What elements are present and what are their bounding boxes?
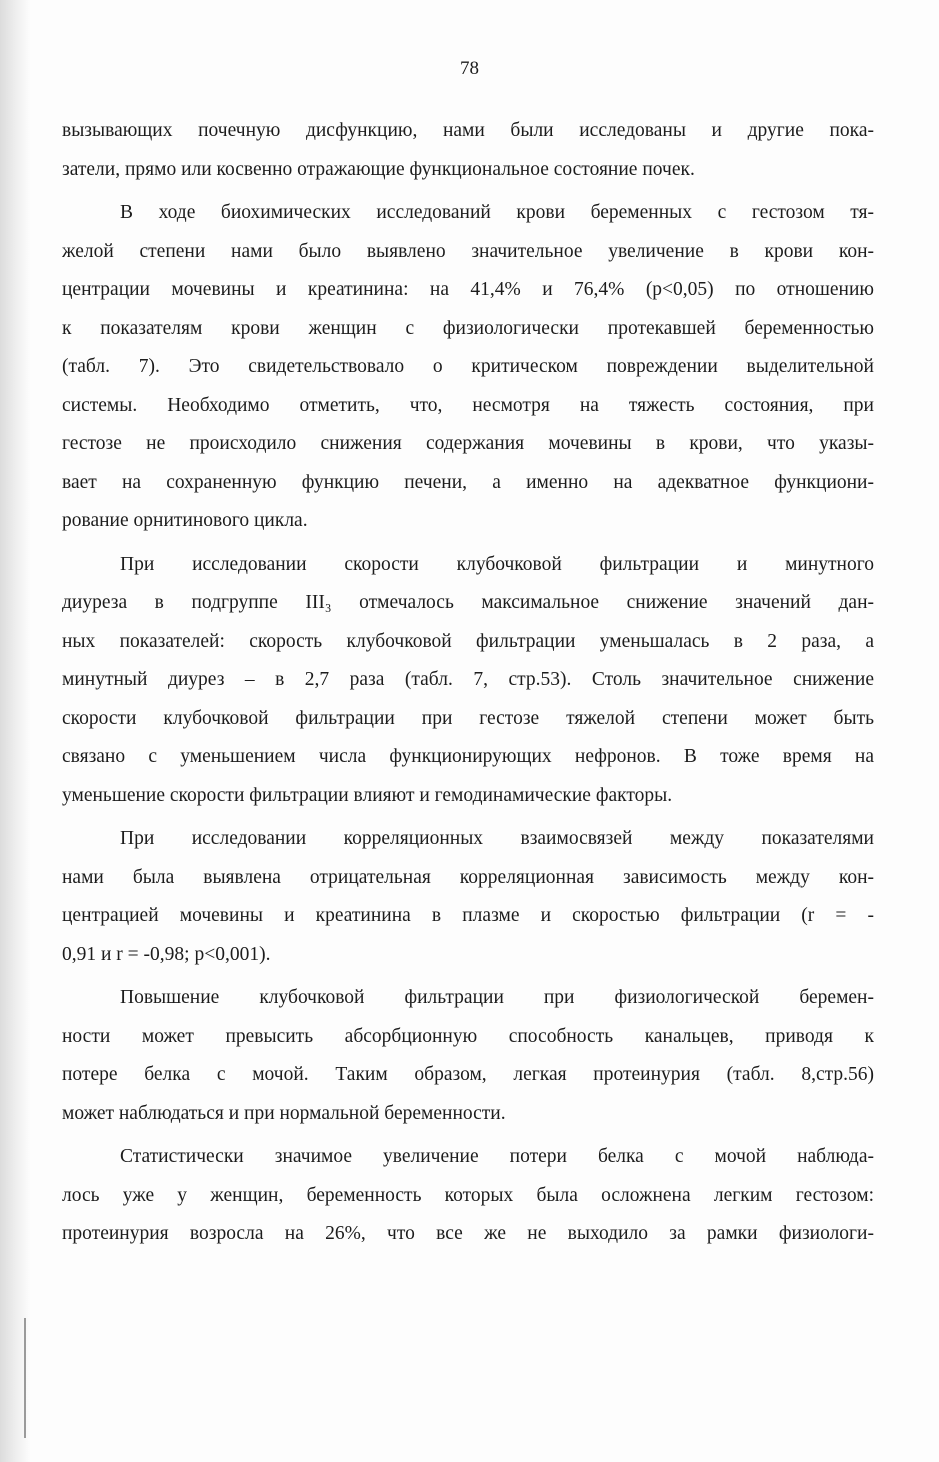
- paragraph-4: [62, 820, 874, 974]
- text-line: связано с уменьшением числа функционирующих нефронов. В тоже время на: [62, 746, 874, 767]
- text-line: желой степени нами было выявлено значительное увеличение в крови кон-: [62, 240, 874, 262]
- paragraph-3: [62, 546, 874, 816]
- text-line: затели, прямо или косвенно отражающие функциональное состояние почек.: [62, 158, 695, 180]
- text-line: нами была выявлена отрицательная корреляционная зависимость между кон-: [62, 866, 874, 888]
- text-line: может наблюдаться и при нормальной беременности.: [62, 1102, 506, 1124]
- text-line: рование орнитинового цикла.: [62, 510, 308, 531]
- scan-edge-shadow: [0, 0, 30, 1462]
- text-body: [62, 112, 874, 1254]
- page-number: 78: [460, 58, 479, 79]
- paragraph-6: [62, 1138, 874, 1254]
- text-line: Статистически значимое увеличение потери белка с мочой наблюда-: [120, 1146, 874, 1167]
- text-line: лось уже у женщин, беременность которых была осложнена легким гестозом:: [62, 1184, 874, 1206]
- binding-line: [24, 1318, 26, 1438]
- paragraph-5: [62, 979, 874, 1133]
- text-line: гестозе не происходило снижения содержания мочевины в крови, что указы-: [62, 433, 874, 454]
- text-line: центрации мочевины и креатинина: на 41,4% и 76,4% (p<0,05) по отношению: [62, 279, 874, 300]
- text-line: минутный диурез – в 2,7 раза (табл. 7, стр.53). Столь значительное снижение: [62, 669, 874, 690]
- text-line: потере белка с мочой. Таким образом, легкая протеинурия (табл. 8,стр.56): [62, 1064, 874, 1085]
- text-line: (табл. 7). Это свидетельствовало о критическом повреждении выделительной: [62, 356, 874, 377]
- paragraph-2: [62, 194, 874, 541]
- text-line: к показателям крови женщин с физиологически протекавшей беременностью: [62, 317, 874, 339]
- text-line: вает на сохраненную функцию печени, а именно на адекватное функциони-: [62, 471, 874, 493]
- paragraph-1: [62, 112, 874, 189]
- text-line: уменьшение скорости фильтрации влияют и гемодинамические факторы.: [62, 784, 673, 806]
- text-line: системы. Необходимо отметить, что, несмотря на тяжесть состояния, при: [62, 394, 874, 416]
- text-line: протеинурия возросла на 26%, что все же не выходило за рамки физиологи-: [62, 1223, 874, 1244]
- text-line: диуреза в подгруппе III₃ отмечалось максимальное снижение значений дан-: [62, 592, 874, 613]
- text-line: вызывающих почечную дисфункцию, нами были исследованы и другие пока-: [62, 120, 874, 141]
- text-line: скорости клубочковой фильтрации при гестозе тяжелой степени может быть: [62, 707, 874, 729]
- text-line: При исследовании корреляционных взаимосвязей между показателями: [120, 828, 874, 849]
- text-line: ных показателей: скорость клубочковой фильтрации уменьшалась в 2 раза, а: [62, 630, 874, 652]
- text-line: Повышение клубочковой фильтрации при физиологической беремен-: [120, 987, 874, 1008]
- text-line: В ходе биохимических исследований крови беременных с гестозом тя-: [120, 202, 874, 223]
- text-line: ности может превысить абсорбционную способность канальцев, приводя к: [62, 1025, 874, 1047]
- text-line: центрацией мочевины и креатинина в плазме и скоростью фильтрации (r = -: [62, 905, 874, 926]
- text-line: 0,91 и r = -0,98; p<0,001).: [62, 943, 271, 965]
- text-line: При исследовании скорости клубочковой фильтрации и минутного: [120, 553, 874, 575]
